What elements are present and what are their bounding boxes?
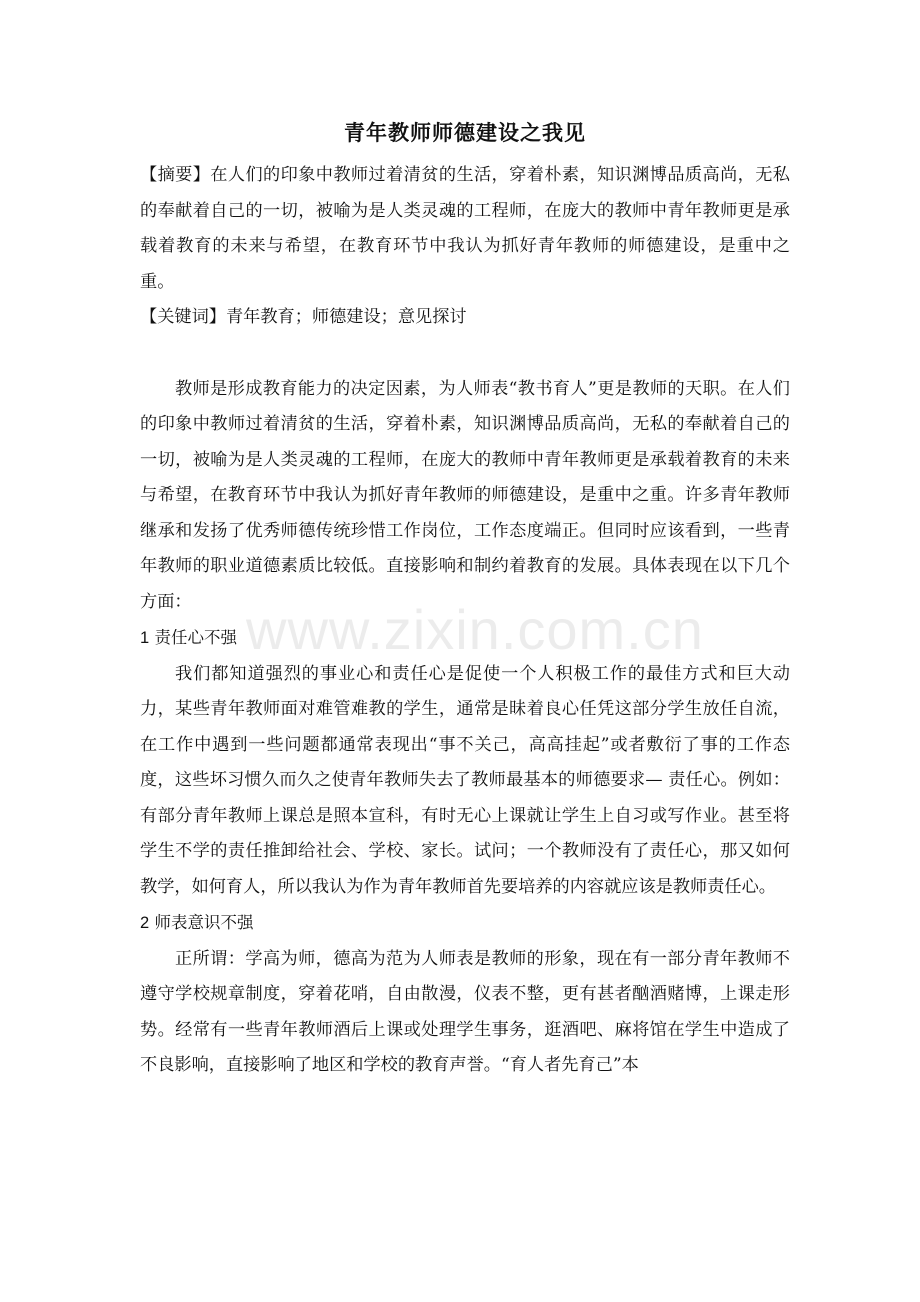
keywords-paragraph: 【关键词】青年教育；师德建设；意见探讨 — [140, 307, 467, 327]
section-body-2: 正所谓：学高为师，德高为范为人师表是教师的形象，现在有一部分青年教师不遵守学校规章制度，穿着花哨，自由散漫，仪表不整，更有甚者酗酒赌博，上课走形势。经常有一些青年教师酒后上课或处理学生事务，逛酒吧、麻将馆在学生中造成了不良影响，直接影响了地区和学校的教育声誉。“育人者先育己”本 — [140, 948, 790, 1075]
intro-paragraph: 教师是形成教育能力的决定因素，为人师表“教书育人”更是教师的天职。在人们的印象中教师过着清贫的生活，穿着朴素，知识渊博品质高尚，无私的奉献着自己的一切，被喻为是人类灵魂的工程师，在庞大的教师中青年教师更是承载着教育的未来与希望，在教育环节中我认为抓好青年教师的师德建设，是重中之重。许多青年教师继承和发扬了优秀师德传统珍惜工作岗位，工作态度端正。但同时应该看到，一些青年教师的职业道德素质比较低。直接影响和制约着教育的发展。具体表现在以下几个方面： — [140, 378, 790, 612]
section-title: 师表意识不强 — [154, 913, 254, 932]
section-number: 1 — [140, 629, 150, 647]
document-page — [140, 118, 790, 1084]
watermark: www.zixin.com.cn — [246, 598, 704, 661]
section-number: 2 — [140, 914, 150, 932]
section-title: 责任心不强 — [154, 628, 237, 647]
section-heading-2 — [140, 905, 790, 942]
section-body-1: 我们都知道强烈的事业心和责任心是促使一个人积极工作的最佳方式和巨大动力，某些青年教师面对难管难教的学生，通常是昧着良心任凭这部分学生放任自流，在工作中遇到一些问题都通常表现出“事不关己，高高挂起”或者敷衍了事的工作态度，这些坏习惯久而久之使青年教师失去了教师最基本的师德要求— 责任心。例如：有部分青年教师上课总是照本宣科，有时无心上课就让学生上自习或写作业。甚至将学生不学的责任推卸给社会、学校、家长。试问；一个教师没有了责任心，那又如何教学，如何育人，所以我认为作为青年教师首先要培养的内容就应该是教师责任心。 — [140, 663, 790, 897]
blank-line — [140, 336, 790, 372]
document-title: 青年教师师德建设之我见 — [344, 120, 586, 145]
section-heading-1 — [140, 620, 790, 657]
abstract-paragraph: 【摘要】在人们的印象中教师过着清贫的生活，穿着朴素，知识渊博品质高尚，无私的奉献着自己的一切，被喻为是人类灵魂的工程师，在庞大的教师中青年教师更是承载着教育的未来与希望，在教育环节中我认为抓好青年教师的师德建设，是重中之重。 — [140, 165, 790, 292]
